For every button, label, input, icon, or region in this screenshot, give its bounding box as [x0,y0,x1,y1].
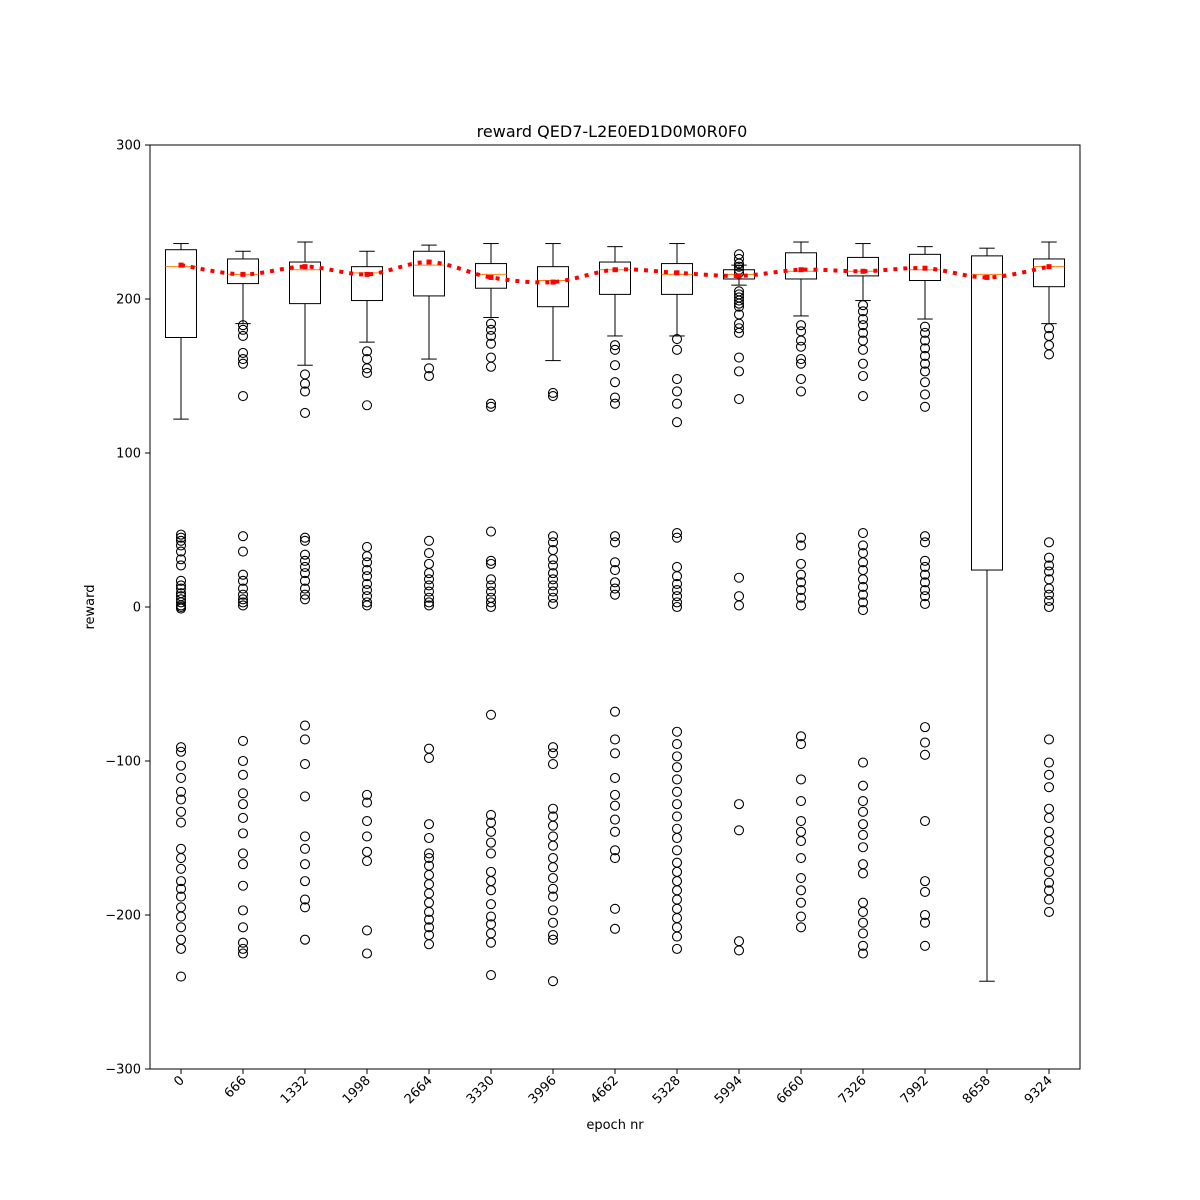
outlier-point [177,561,186,570]
outlier-point [1045,827,1054,836]
box-iqr [600,262,631,294]
box-3330 [476,244,507,980]
outlier-point [859,392,868,401]
mean-marker [489,275,494,280]
outlier-point [1045,804,1054,813]
outlier-point [239,906,248,915]
y-axis-label: reward [83,584,98,630]
outlier-point [1045,758,1054,767]
x-tick-label: 666 [221,1073,250,1102]
outlier-point [735,573,744,582]
mean-marker [1047,264,1052,269]
outlier-point [673,387,682,396]
outlier-point [611,801,620,810]
outlier-point [487,886,496,895]
box-iqr [228,259,259,284]
outlier-point [487,929,496,938]
box-iqr [972,256,1003,570]
outlier-point [363,857,372,866]
box-0 [166,244,197,982]
outlier-point [673,846,682,855]
outlier-point [859,918,868,927]
outlier-point [921,817,930,826]
outlier-point [177,854,186,863]
outlier-point [239,770,248,779]
box-2664 [414,245,445,949]
mean-marker [613,267,618,272]
outlier-point [673,877,682,886]
outlier-point [797,817,806,826]
x-tick-label: 5994 [711,1073,746,1108]
outlier-point [735,800,744,809]
outlier-point [797,797,806,806]
outlier-point [797,342,806,351]
outlier-point [549,749,558,758]
outlier-point [425,744,434,753]
outlier-point [859,830,868,839]
outlier-point [1045,603,1054,612]
outlier-point [487,362,496,371]
outlier-point [239,757,248,766]
outlier-point [611,590,620,599]
outlier-point [301,877,310,886]
outlier-point [797,854,806,863]
outlier-point [239,860,248,869]
outlier-point [363,817,372,826]
outlier-point [921,538,930,547]
outlier-point [611,904,620,913]
box-4662 [600,247,631,934]
box-5994 [724,250,755,955]
outlier-point [921,750,930,759]
outlier-point [425,834,434,843]
outlier-point [611,773,620,782]
outlier-point [859,843,868,852]
mean-marker [241,272,246,277]
box-iqr [414,251,445,296]
outlier-point [177,944,186,953]
box-iqr [538,267,569,307]
outlier-point [673,895,682,904]
outlier-point [177,972,186,981]
mean-marker [675,270,680,275]
box-8658 [972,248,1003,981]
outlier-point [673,375,682,384]
outlier-point [363,832,372,841]
outlier-point [1045,735,1054,744]
outlier-point [673,399,682,408]
outlier-point [425,559,434,568]
outlier-point [611,827,620,836]
outlier-point [1045,837,1054,846]
outlier-point [673,345,682,354]
outlier-point [487,353,496,362]
outlier-point [239,829,248,838]
mean-marker [923,266,928,271]
outlier-point [921,887,930,896]
outlier-point [673,763,682,772]
outlier-point [797,827,806,836]
outlier-point [177,761,186,770]
box-1332 [290,242,321,944]
outlier-point [735,946,744,955]
outlier-point [797,898,806,907]
outlier-point [239,331,248,340]
outlier-point [239,736,248,745]
outlier-point [859,529,868,538]
x-tick-label: 6660 [773,1073,808,1108]
outlier-point [549,760,558,769]
outlier-point [549,821,558,830]
outlier-point [425,889,434,898]
x-tick-label: 5328 [649,1073,684,1108]
box-5328 [662,244,693,954]
outlier-point [673,824,682,833]
outlier-point [673,800,682,809]
outlier-point [735,395,744,404]
outlier-point [797,387,806,396]
outlier-point [735,601,744,610]
outlier-point [921,877,930,886]
plot-area [166,242,1065,986]
outlier-point [549,863,558,872]
outlier-point [239,789,248,798]
y-tick-label: 300 [116,138,141,154]
x-tick-label: 1332 [277,1073,312,1108]
outlier-point [363,401,372,410]
box-iqr [1034,259,1065,287]
mean-marker [861,269,866,274]
outlier-point [487,838,496,847]
outlier-point [301,721,310,730]
outlier-point [425,898,434,907]
outlier-point [549,918,558,927]
outlier-point [301,370,310,379]
outlier-point [487,849,496,858]
outlier-point [301,935,310,944]
outlier-point [797,912,806,921]
outlier-point [859,781,868,790]
x-tick-label: 4662 [587,1073,622,1108]
outlier-point [673,418,682,427]
outlier-point [1045,813,1054,822]
outlier-point [1045,907,1054,916]
outlier-point [487,827,496,836]
outlier-point [1045,847,1054,856]
outlier-point [859,907,868,916]
outlier-point [797,874,806,883]
outlier-point [177,818,186,827]
outlier-point [797,375,806,384]
outlier-point [549,832,558,841]
outlier-point [549,977,558,986]
outlier-point [611,735,620,744]
outlier-point [611,790,620,799]
outlier-point [1045,538,1054,547]
outlier-point [859,359,868,368]
box-1998 [352,251,383,958]
outlier-point [673,740,682,749]
outlier-point [859,898,868,907]
x-tick-label: 8658 [959,1073,994,1108]
box-3996 [538,244,569,986]
outlier-point [301,860,310,869]
outlier-point [1045,350,1054,359]
outlier-point [859,372,868,381]
outlier-point [611,378,620,387]
outlier-point [549,841,558,850]
outlier-point [735,353,744,362]
outlier-point [859,807,868,816]
outlier-point [177,903,186,912]
outlier-point [673,886,682,895]
outlier-point [1045,770,1054,779]
outlier-point [673,923,682,932]
outlier-point [425,536,434,545]
outlier-point [487,877,496,886]
outlier-point [611,399,620,408]
outlier-point [1045,895,1054,904]
mean-marker [365,272,370,277]
outlier-point [611,361,620,370]
outlier-point [301,408,310,417]
outlier-point [239,532,248,541]
outlier-point [363,926,372,935]
outlier-point [549,854,558,863]
outlier-point [797,559,806,568]
outlier-point [363,847,372,856]
outlier-point [921,390,930,399]
mean-marker [985,275,990,280]
outlier-point [673,727,682,736]
outlier-point [1045,783,1054,792]
y-tick-label: 0 [132,600,141,616]
x-tick-label: 2664 [401,1073,436,1108]
x-tick-label: 3996 [525,1073,560,1108]
outlier-point [797,923,806,932]
box-iqr [786,253,817,279]
outlier-point [673,775,682,784]
outlier-point [487,867,496,876]
outlier-point [239,923,248,932]
outlier-point [363,949,372,958]
outlier-point [673,914,682,923]
outlier-point [673,834,682,843]
outlier-point [177,923,186,932]
outlier-point [301,832,310,841]
outlier-point [673,752,682,761]
outlier-point [859,820,868,829]
outlier-point [301,844,310,853]
y-tick-label: 100 [116,446,141,462]
outlier-point [673,787,682,796]
outlier-point [177,844,186,853]
x-tick-label: 9324 [1021,1073,1056,1108]
outlier-point [487,900,496,909]
outlier-point [1045,341,1054,350]
box-7326 [848,244,879,958]
outlier-point [301,792,310,801]
mean-marker [799,267,804,272]
box-6660 [786,242,817,932]
outlier-point [363,542,372,551]
mean-marker [179,263,184,268]
y-tick-label: −300 [105,1062,141,1078]
outlier-point [177,864,186,873]
outlier-point [735,937,744,946]
mean-marker [303,264,308,269]
outlier-point [611,538,620,547]
outlier-point [425,753,434,762]
y-tick-label: −200 [105,908,141,924]
outlier-point [797,837,806,846]
outlier-point [611,815,620,824]
outlier-point [611,749,620,758]
outlier-point [735,367,744,376]
outlier-point [549,874,558,883]
outlier-point [425,940,434,949]
outlier-point [735,592,744,601]
outlier-point [487,710,496,719]
outlier-point [859,869,868,878]
outlier-point [301,760,310,769]
mean-marker [551,280,556,285]
outlier-point [239,547,248,556]
outlier-point [859,758,868,767]
outlier-point [673,944,682,953]
box-7992 [910,247,941,951]
x-tick-label: 7992 [897,1073,932,1108]
x-tick-label: 0 [171,1073,188,1090]
outlier-point [921,402,930,411]
outlier-point [177,773,186,782]
outlier-point [859,860,868,869]
x-tick-label: 3330 [463,1073,498,1108]
outlier-point [673,812,682,821]
outlier-point [611,707,620,716]
outlier-point [425,870,434,879]
mean-marker [737,273,742,278]
outlier-point [921,941,930,950]
outlier-point [1045,857,1054,866]
outlier-point [549,906,558,915]
outlier-point [487,938,496,947]
outlier-point [673,867,682,876]
x-axis-label: epoch nr [586,1118,644,1133]
outlier-point [673,858,682,867]
outlier-point [611,924,620,933]
outlier-point [673,932,682,941]
outlier-point [673,904,682,913]
outlier-point [487,971,496,980]
outlier-point [735,826,744,835]
outlier-point [797,886,806,895]
outlier-point [425,880,434,889]
outlier-point [921,723,930,732]
outlier-point [177,912,186,921]
outlier-point [177,935,186,944]
outlier-point [921,738,930,747]
box-iqr [352,267,383,301]
x-tick-label: 1998 [339,1073,374,1108]
outlier-point [1045,867,1054,876]
outlier-point [797,775,806,784]
outlier-point [859,797,868,806]
y-tick-label: −100 [105,754,141,770]
outlier-point [239,800,248,809]
outlier-point [177,807,186,816]
outlier-point [797,327,806,336]
outlier-point [239,813,248,822]
outlier-point [425,549,434,558]
outlier-point [425,820,434,829]
box-iqr [662,264,693,295]
outlier-point [301,735,310,744]
mean-marker [427,260,432,265]
outlier-point [921,378,930,387]
outlier-point [549,599,558,608]
y-tick-label: 200 [116,292,141,308]
outlier-point [239,881,248,890]
x-tick-label: 7326 [835,1073,870,1108]
outlier-point [487,527,496,536]
outlier-point [673,562,682,571]
outlier-point [859,929,868,938]
box-666 [228,251,259,958]
outlier-point [239,849,248,858]
box-9324 [1034,242,1065,916]
outlier-point [859,345,868,354]
outlier-point [239,392,248,401]
chart-title: reward QED7-L2E0ED1D0M0R0F0 [476,122,748,141]
